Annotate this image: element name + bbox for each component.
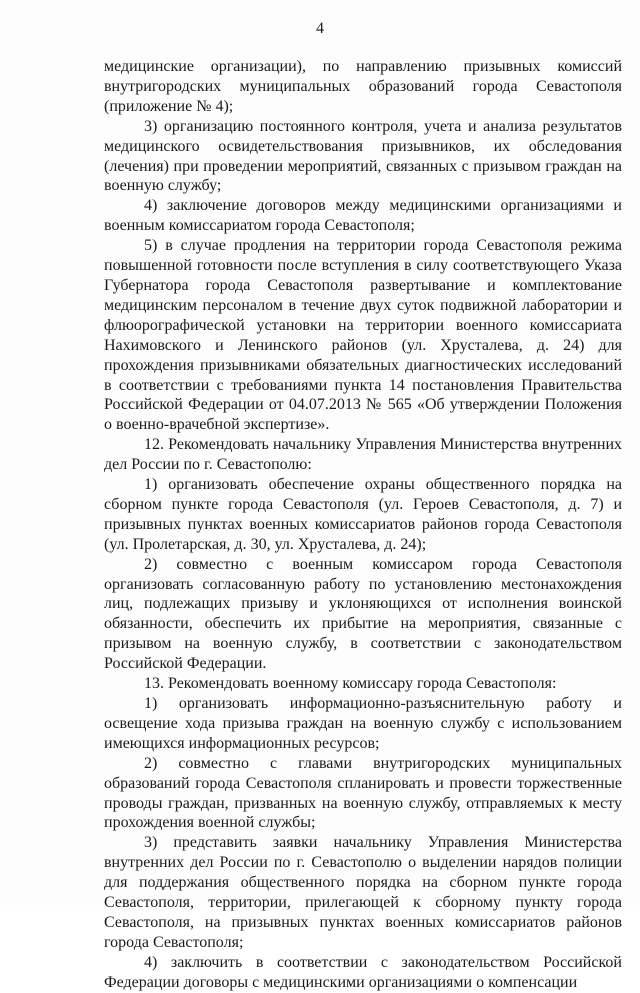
paragraph-13-item-3: 3) представить заявки начальнику Управления Министерства внутренних дел России по г. Севастополю о выделении нарядов полиции для поддержания общественного порядка на сборном пункте города Севастополя, территории, прилегающей к сборному пункту города Севастополя, на призывных пунктах военных комиссариатов районов города Севастополя; — [104, 834, 622, 951]
paragraph-continuation: медицинские организации), по направлению призывных комиссий внутригородских муниципальных образований города Севастополя (приложение № 4); — [104, 58, 622, 115]
document-body — [104, 57, 622, 993]
paragraph-item-3-monitoring: 3) организацию постоянного контроля, учета и анализа результатов медицинского освидетельствования призывников, их обследования (лечения) при проведении мероприятий, связанных с призывом граждан на военную службу; — [104, 117, 622, 195]
paragraph-item-5-laboratory: 5) в случае продления на территории города Севастополя режима повышенной готовности после вступления в силу соответствующего Указа Губернатора города Севастополя развертывание и комплектование медицинским персоналом в течение двух суток подвижной лаборатории и флюорографической установки на территории военного комиссариата Нахимовского и Ленинского районов (ул. Хрусталева, д. 24) для прохождения призывниками обязательных диагностических исследований в соответствии с требованиями пункта 14 постановления Правительства Российской Федерации от 04.07.2013 № 565 «Об утверждении Положения о военно-врачебной экспертизе». — [104, 237, 622, 434]
paragraph-13-item-2: 2) совместно с главами внутригородских муниципальных образований города Севастополя спланировать и провести торжественные проводы граждан, призванных на военную службу, отправляемых к месту прохождения военной службы; — [104, 754, 622, 832]
page-number: 4 — [316, 20, 324, 37]
paragraph-12-item-2: 2) совместно с военным комиссаром города Севастополя организовать согласованную работу по установлению местонахождения лиц, подлежащих призыву и уклоняющихся от исполнения воинской обязанности, обеспечить их прибытие на мероприятия, связанные с призывом на военную службу, в соответствии с законодательством Российской Федерации. — [104, 555, 622, 673]
paragraph-12-item-1: 1) организовать обеспечение охраны общественного порядка на сборном пункте города Севастополя (ул. Героев Севастополя, д. 7) и призывных пунктах военных комиссариатов районов города Севастополя (ул. Пролетарская, д. 30, ул. Хрусталева, д. 24); — [104, 476, 622, 553]
paragraph-item-4-contracts: 4) заключение договоров между медицинскими организациями и военным комиссариатом города Севастополя; — [104, 197, 622, 235]
paragraph-section-13: 13. Рекомендовать военному комиссару города Севастополя: — [144, 675, 557, 693]
paragraph-13-item-4: 4) заключить в соответствии с законодательством Российской Федерации договоры с медицинскими организациями о компенсации — [104, 953, 622, 991]
paragraph-13-item-1: 1) организовать информационно-разъяснительную работу и освещение хода призыва граждан на военную службу с использованием имеющихся информационных ресурсов; — [104, 695, 622, 752]
paragraph-section-12: 12. Рекомендовать начальнику Управления Министерства внутренних дел России по г. Севастополю: — [104, 436, 622, 474]
